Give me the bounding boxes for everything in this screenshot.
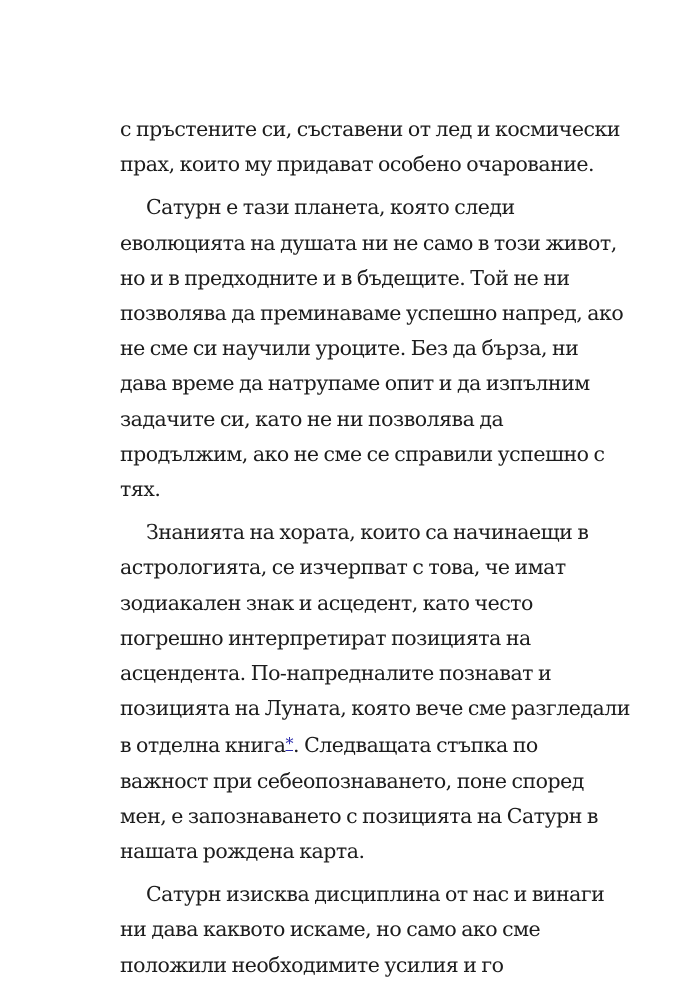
- text-line: Сатурн е тази планета, която следи: [146, 195, 515, 220]
- paragraph: [120, 190, 624, 507]
- text-fragment: . Следващата стъпка по: [293, 733, 538, 758]
- text-line: нашата рождена карта.: [120, 839, 365, 864]
- text-line: позволява да преминаваме успешно напред, ако: [120, 301, 624, 326]
- text-fragment: в отделна книга: [120, 733, 286, 758]
- text-line: прах, които му придават особено очарование.: [120, 152, 595, 177]
- text-line: позицията на Луната, която вече сме разгледали: [120, 696, 630, 721]
- text-line: продължим, ако не сме се справили успешно с: [120, 441, 605, 466]
- text-line: еволюцията на душата ни не само в този живот,: [120, 230, 617, 255]
- text-line: положили необходимите усилия и го: [120, 952, 504, 977]
- text-line: важност при себеопознаването, поне според: [120, 768, 584, 793]
- text-line: с пръстените си, съставени от лед и космически: [120, 117, 620, 141]
- text-line: тях.: [120, 477, 161, 502]
- paragraph: [120, 515, 630, 869]
- footnote-text-line: [120, 726, 600, 763]
- paragraph: [120, 877, 605, 983]
- text-line: астрологията, се изчерпват с това, че имат: [120, 555, 566, 580]
- page-body: [120, 112, 630, 983]
- text-line: Знанията на хората, които са начинаещи в: [146, 520, 589, 545]
- text-line: но и в предходните и в бъдещите. Той не ни: [120, 265, 570, 290]
- text-line: мен, е запознаването с позицията на Сатурн в: [120, 803, 598, 828]
- text-line: ни дава каквото искаме, но само ако сме: [120, 917, 541, 942]
- paragraph: [120, 112, 620, 182]
- text-line: задачите си, като не ни позволява да: [120, 406, 504, 431]
- footnote-link[interactable]: *: [285, 734, 294, 754]
- text-line: зодиакален знак и асцедент, като често: [120, 590, 533, 615]
- text-line: Сатурн изисква дисциплина от нас и винаги: [146, 882, 605, 907]
- text-line: не сме си научили уроците. Без да бърза, ни: [120, 336, 579, 361]
- text-line: асцендента. По-напредналите познават и: [120, 661, 552, 686]
- text-line: погрешно интерпретират позицията на: [120, 625, 531, 650]
- text-line: дава време да натрупаме опит и да изпълним: [120, 371, 590, 396]
